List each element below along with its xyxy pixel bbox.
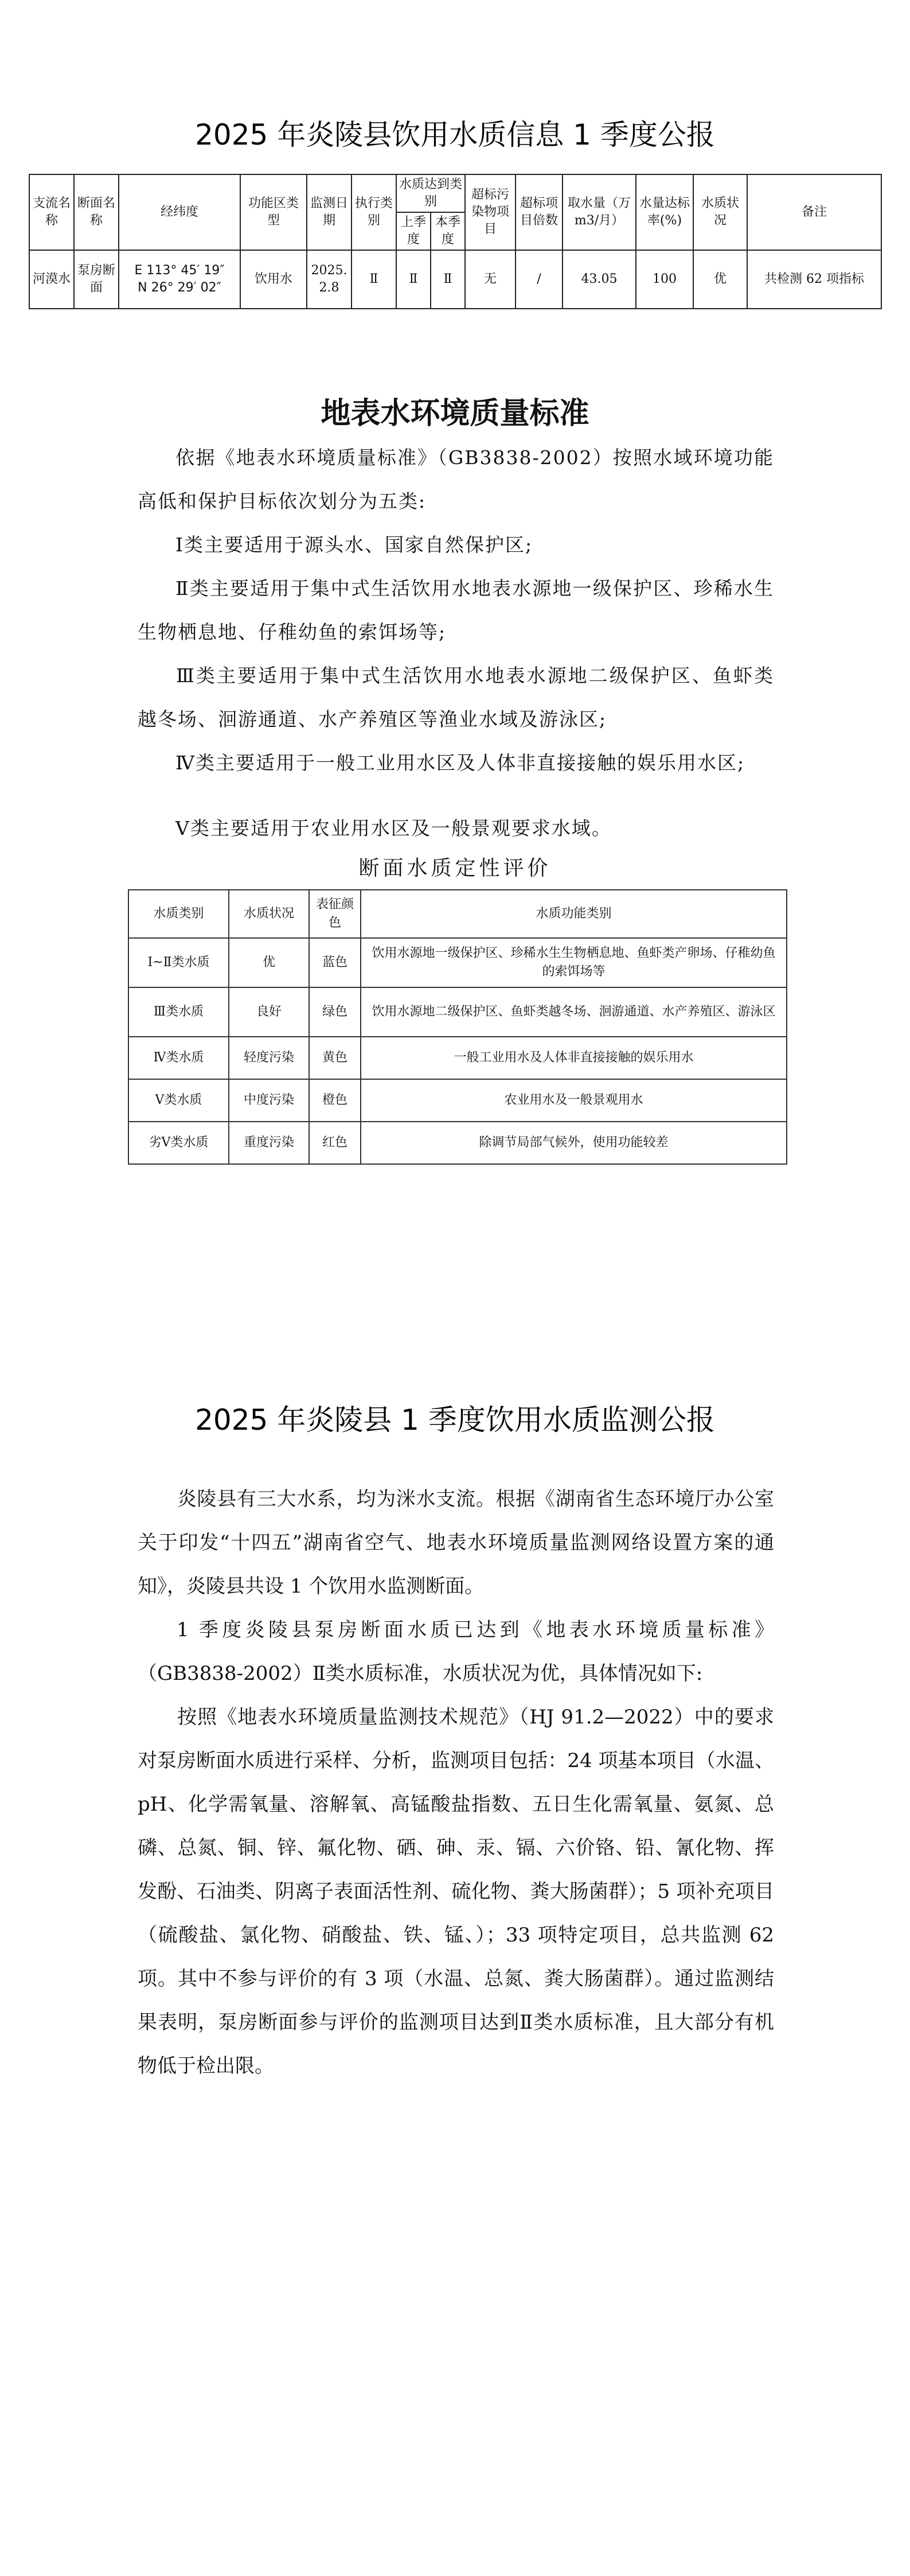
cell-coords bbox=[119, 250, 240, 309]
cell-category: Ⅳ类水质 bbox=[128, 1037, 229, 1079]
cell-status: 良好 bbox=[229, 987, 309, 1037]
report2-title: 2025 年炎陵县 1 季度饮用水质监测公报 bbox=[195, 1403, 715, 1437]
section-quality-evaluation-table bbox=[128, 889, 787, 1165]
cell-color: 绿色 bbox=[309, 987, 361, 1037]
standard-class3: Ⅲ类主要适用于集中式生活饮用水地表水源地二级保护区、鱼虾类越冬场、洄游通道、水产养殖区等渔业水域及游泳区; bbox=[138, 664, 774, 730]
standard-class5: Ⅴ类主要适用于农业用水区及一般景观要求水域。 bbox=[175, 817, 612, 839]
cell-status: 轻度污染 bbox=[229, 1037, 309, 1079]
standard-intro: 依据《地表水环境质量标准》（GB3838-2002）按照水域环境功能高低和保护目标依次划分为五类: bbox=[138, 446, 774, 512]
cell-status: 优 bbox=[229, 938, 309, 987]
cell-remarks: 共检测 62 项指标 bbox=[747, 250, 881, 309]
water-quality-info-table bbox=[29, 174, 882, 309]
table-row bbox=[128, 938, 787, 987]
standard-class1: Ⅰ类主要适用于源头水、国家自然保护区; bbox=[175, 534, 533, 556]
header-status: 水质状况 bbox=[693, 174, 747, 250]
header-exceed-multiple: 超标项目倍数 bbox=[515, 174, 563, 250]
report2-paragraph-2: 1 季度炎陵县泵房断面水质已达到《地表水环境质量标准》（GB3838-2002）Ⅱ类水质标准，水质状况为优，具体情况如下: bbox=[138, 1618, 774, 1685]
cell-compliance-rate: 100 bbox=[636, 250, 693, 309]
cell-status: 优 bbox=[693, 250, 747, 309]
header-section: 断面名称 bbox=[74, 174, 119, 250]
standard-title: 地表水环境质量标准 bbox=[321, 396, 589, 431]
header-compliance-rate: 水量达标率(%) bbox=[636, 174, 693, 250]
header-grade-prev: 上季度 bbox=[396, 212, 431, 250]
report1-title: 2025 年炎陵县饮用水质信息 1 季度公报 bbox=[195, 118, 715, 151]
standard-class4: Ⅳ类主要适用于一般工业用水区及人体非直接接触的娱乐用水区; bbox=[175, 752, 745, 774]
coord-east: E 113° 45′ 19″ bbox=[134, 263, 225, 278]
header-remarks: 备注 bbox=[747, 174, 881, 250]
cell-pollutant: 无 bbox=[465, 250, 515, 309]
cell-monitor-date: 2025.2.8 bbox=[307, 250, 351, 309]
header-grade-curr: 本季度 bbox=[431, 212, 465, 250]
coord-north: N 26° 29′ 02″ bbox=[138, 281, 221, 295]
table-row bbox=[29, 250, 881, 309]
cell-status: 重度污染 bbox=[229, 1122, 309, 1164]
cell-color: 红色 bbox=[309, 1122, 361, 1164]
header-pollutant: 超标污染物项目 bbox=[465, 174, 515, 250]
standard-class2: Ⅱ类主要适用于集中式生活饮用水地表水源地一级保护区、珍稀水生生物栖息地、仔稚幼鱼的索饵场等; bbox=[138, 577, 774, 643]
cell-category: 劣Ⅴ类水质 bbox=[128, 1122, 229, 1164]
report2-paragraph-1: 炎陵县有三大水系，均为洣水支流。根据《湖南省生态环境厅办公室关于印发“十四五”湖南省空气、地表水环境质量监测网络设置方案的通知》，炎陵县共设 1 个饮用水监测断面。 bbox=[138, 1488, 774, 1598]
cell-section: 泵房断面 bbox=[74, 250, 119, 309]
cell-color: 橙色 bbox=[309, 1079, 361, 1122]
cell-function: 饮用水源地二级保护区、鱼虾类越冬场、洄游通道、水产养殖区、游泳区 bbox=[361, 987, 787, 1037]
table-row bbox=[128, 1037, 787, 1079]
cell-category: Ⅰ~Ⅱ类水质 bbox=[128, 938, 229, 987]
cell-category: Ⅴ类水质 bbox=[128, 1079, 229, 1122]
cell-color: 黄色 bbox=[309, 1037, 361, 1079]
cell-exceed-multiple: / bbox=[515, 250, 563, 309]
cell-function: 一般工业用水及人体非直接接触的娱乐用水 bbox=[361, 1037, 787, 1079]
cell-color: 蓝色 bbox=[309, 938, 361, 987]
cell-intake: 43.05 bbox=[563, 250, 636, 309]
header-monitor-date: 监测日期 bbox=[307, 174, 351, 250]
cell-grade-prev: Ⅱ bbox=[396, 250, 431, 309]
cell-category: Ⅲ类水质 bbox=[128, 987, 229, 1037]
header-coords: 经纬度 bbox=[119, 174, 240, 250]
header-quality-status: 水质状况 bbox=[229, 890, 309, 938]
cell-function: 饮用水源地一级保护区、珍稀水生生物栖息地、鱼虾类产卵场、仔稚幼鱼的索饵场等 bbox=[361, 938, 787, 987]
cell-function: 除调节局部气候外，使用功能较差 bbox=[361, 1122, 787, 1164]
table-row bbox=[128, 1079, 787, 1122]
header-category: 执行类别 bbox=[351, 174, 396, 250]
cell-function-type: 饮用水 bbox=[240, 250, 307, 309]
header-quality-category: 水质类别 bbox=[128, 890, 229, 938]
evaluation-table-caption: 断面水质定性评价 bbox=[358, 857, 552, 880]
cell-category: Ⅱ bbox=[351, 250, 396, 309]
header-river: 支流名称 bbox=[29, 174, 74, 250]
header-intake: 取水量（万m3/月） bbox=[563, 174, 636, 250]
cell-grade-curr: Ⅱ bbox=[431, 250, 465, 309]
table-row bbox=[128, 987, 787, 1037]
cell-river: 河漠水 bbox=[29, 250, 74, 309]
cell-function: 农业用水及一般景观用水 bbox=[361, 1079, 787, 1122]
table-row bbox=[128, 1122, 787, 1164]
header-grade: 水质达到类别 bbox=[396, 174, 465, 212]
report2-paragraph-3: 按照《地表水环境质量监测技术规范》（HJ 91.2—2022）中的要求对泵房断面水质进行采样、分析，监测项目包括：24 项基本项目（水温、pH、化学需氧量、溶解氧、高锰酸盐指数、五日生化需氧量、氨氮、总磷、总氮、铜、锌、氟化物、硒、砷、汞、镉、六价铬、铅、氰化物、挥发酚、石油类、阴离子表面活性剂、硫化物、粪大肠菌群）；5 项补充项目（硫酸盐、氯化物、硝酸盐、铁、锰、）；33 项特定项目，总共监测 62 项。其中不参与评价的有 3 项（水温、总氮、粪大肠菌群）。通过监测结果表明，泵房断面参与评价的监测项目达到Ⅱ类水质标准，且大部分有机物低于检出限。 bbox=[138, 1706, 774, 2077]
header-function-type: 功能区类型 bbox=[240, 174, 307, 250]
header-color: 表征颜色 bbox=[309, 890, 361, 938]
cell-status: 中度污染 bbox=[229, 1079, 309, 1122]
header-function-category: 水质功能类别 bbox=[361, 890, 787, 938]
